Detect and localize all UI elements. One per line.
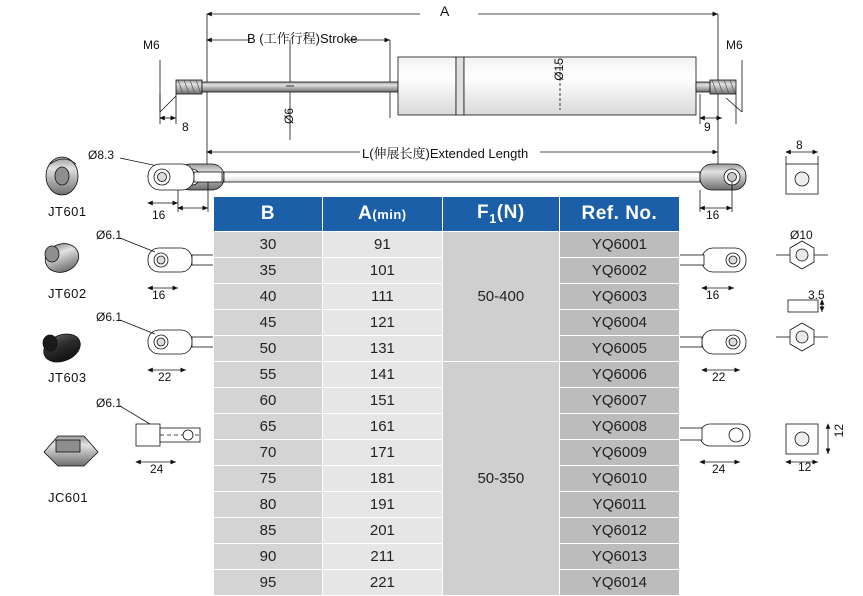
th-ref <box>559 197 679 232</box>
dim-label-stroke: B (工作行程)Stroke <box>247 31 358 46</box>
dim-label-right-base: 12 <box>798 460 812 474</box>
th-force-unit: (N) <box>496 202 525 224</box>
cell-stroke: 55 <box>214 362 323 388</box>
cell-stroke: 45 <box>214 310 323 336</box>
dim-label-right-top-width: 8 <box>796 138 803 152</box>
cell-ref-no: YQ6006 <box>559 362 679 388</box>
cell-ref-no: YQ6010 <box>559 466 679 492</box>
dim-label-overall-a: A <box>440 3 450 19</box>
cell-force-range: 50-400 <box>442 232 559 362</box>
part-name-jc601: JC601 <box>48 490 89 505</box>
cell-stroke: 90 <box>214 544 323 570</box>
dim-label-m6-left: M6 <box>143 38 160 52</box>
table-body <box>214 232 680 596</box>
cell-length: 161 <box>322 414 442 440</box>
cell-stroke: 70 <box>214 440 323 466</box>
cell-ref-no: YQ6003 <box>559 284 679 310</box>
cell-length: 171 <box>322 440 442 466</box>
cell-stroke: 95 <box>214 570 323 596</box>
table-row <box>214 362 680 388</box>
dim-label-jt603-right: 22 <box>712 370 726 384</box>
part-name-jt602: JT602 <box>48 286 87 301</box>
spec-table <box>213 196 680 596</box>
th-length-sub: (min) <box>372 207 407 222</box>
dim-label-right-mid-dia: Ø10 <box>790 228 813 242</box>
cell-ref-no: YQ6008 <box>559 414 679 440</box>
cell-length: 221 <box>322 570 442 596</box>
th-force <box>442 197 559 232</box>
cell-length: 141 <box>322 362 442 388</box>
part-name-jt601: JT601 <box>48 204 87 219</box>
cell-stroke: 35 <box>214 258 323 284</box>
cell-stroke: 65 <box>214 414 323 440</box>
cell-ref-no: YQ6007 <box>559 388 679 414</box>
cell-length: 201 <box>322 518 442 544</box>
cell-length: 211 <box>322 544 442 570</box>
th-stroke-label: B <box>260 203 276 224</box>
dim-label-jt602-right: 16 <box>706 288 720 302</box>
cell-length: 121 <box>322 310 442 336</box>
dim-label-jt601-dia: Ø8.3 <box>88 148 115 162</box>
cell-length: 91 <box>322 232 442 258</box>
dim-label-m6-right: M6 <box>726 38 743 52</box>
dim-label-jt602-left: 16 <box>152 288 166 302</box>
dim-label-jt601-right: 16 <box>706 208 720 222</box>
cell-stroke: 85 <box>214 518 323 544</box>
dim-label-jt601-left: 16 <box>152 208 166 222</box>
cell-length: 191 <box>322 492 442 518</box>
cell-ref-no: YQ6011 <box>559 492 679 518</box>
dim-label-jt603-left: 22 <box>158 370 172 384</box>
cell-stroke: 75 <box>214 466 323 492</box>
cell-ref-no: YQ6002 <box>559 258 679 284</box>
cell-stroke: 40 <box>214 284 323 310</box>
dim-label-jc601-left: 24 <box>150 462 164 476</box>
dim-label-jc601-dia: Ø6.1 <box>96 396 123 410</box>
th-length-label: A <box>358 203 373 224</box>
cell-ref-no: YQ6001 <box>559 232 679 258</box>
cell-ref-no: YQ6013 <box>559 544 679 570</box>
cell-ref-no: YQ6014 <box>559 570 679 596</box>
dim-label-right-height: 12 <box>832 424 846 438</box>
cell-ref-no: YQ6005 <box>559 336 679 362</box>
cell-ref-no: YQ6009 <box>559 440 679 466</box>
dim-label-end-left: 8 <box>182 120 189 134</box>
dim-label-jt602-dia: Ø6.1 <box>96 228 123 242</box>
cell-ref-no: YQ6012 <box>559 518 679 544</box>
th-ref-label: Ref. No. <box>581 203 658 224</box>
th-length <box>322 197 442 232</box>
th-force-sub: 1 <box>489 210 497 226</box>
table-header-row <box>214 197 680 232</box>
dim-label-right-thickness: 3.5 <box>808 288 825 302</box>
cell-stroke: 60 <box>214 388 323 414</box>
cell-stroke: 80 <box>214 492 323 518</box>
th-stroke <box>214 197 323 232</box>
dim-label-tube-dia: Ø15 <box>552 58 566 81</box>
cell-length: 181 <box>322 466 442 492</box>
cell-stroke: 30 <box>214 232 323 258</box>
cell-length: 131 <box>322 336 442 362</box>
cell-length: 151 <box>322 388 442 414</box>
cell-force-range: 50-350 <box>442 362 559 596</box>
table-row <box>214 232 680 258</box>
cell-length: 101 <box>322 258 442 284</box>
th-force-label: F <box>476 202 490 224</box>
cell-stroke: 50 <box>214 336 323 362</box>
dim-label-jt603-dia: Ø6.1 <box>96 310 123 324</box>
dim-label-jc601-right: 24 <box>712 462 726 476</box>
cell-length: 111 <box>322 284 442 310</box>
dim-label-rod-dia: Ø6 <box>282 108 296 125</box>
dim-label-end-right: 9 <box>704 120 711 134</box>
dim-label-extended-length: L(伸展长度)Extended Length <box>362 146 529 161</box>
part-name-jt603: JT603 <box>48 370 87 385</box>
cell-ref-no: YQ6004 <box>559 310 679 336</box>
